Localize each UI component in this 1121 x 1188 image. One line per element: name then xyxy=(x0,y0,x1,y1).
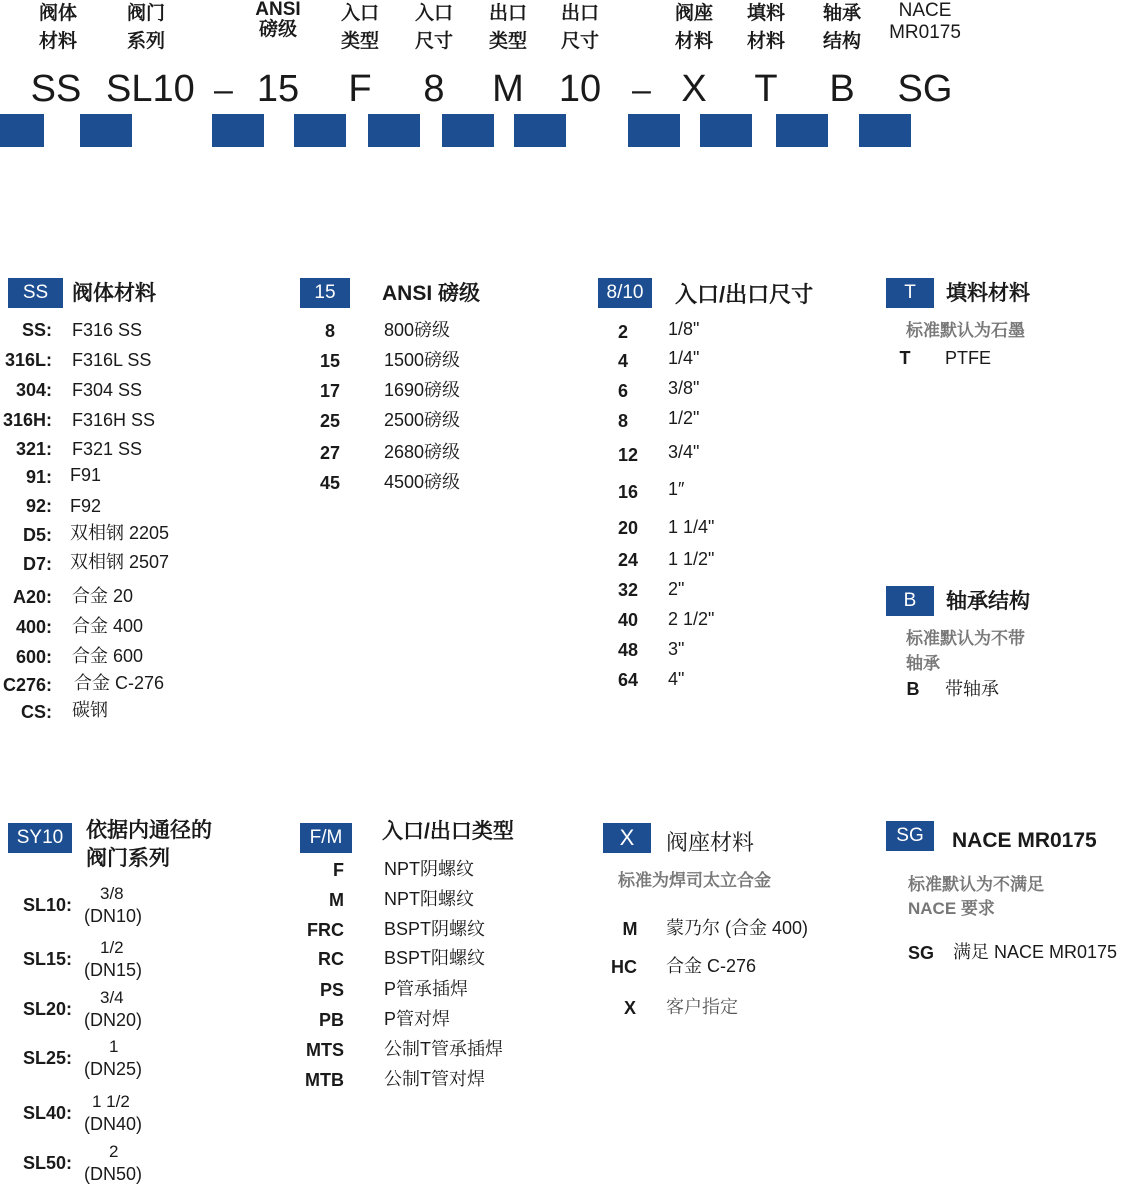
header-label: 入口 xyxy=(340,3,379,24)
header-label: 材料 xyxy=(746,31,785,52)
option-desc: 3" xyxy=(668,639,685,659)
option-desc: 带轴承 xyxy=(945,679,999,699)
option-desc: 1 1/4" xyxy=(668,517,715,537)
header-code: 15 xyxy=(256,68,300,110)
option-desc: F92 xyxy=(70,496,102,516)
header-column-outlet-type xyxy=(468,0,548,110)
separator-dash: – xyxy=(214,71,233,109)
option-code: 2 xyxy=(617,322,628,342)
option-desc: 2680磅级 xyxy=(384,442,461,462)
section-badge: X xyxy=(603,823,651,853)
option-code: M xyxy=(622,919,638,939)
option-code: M xyxy=(329,890,344,910)
header-column-valve-series xyxy=(106,0,195,110)
option-code: SL20: xyxy=(22,999,72,1019)
section-title: 入口/出口类型 xyxy=(382,820,514,843)
option-dn: (DN10) xyxy=(84,906,143,926)
option-dn: (DN20) xyxy=(84,1010,143,1030)
section-badge: F/M xyxy=(300,823,352,853)
option-desc: 2500磅级 xyxy=(384,410,461,430)
header-column-inlet-size xyxy=(394,0,474,110)
separator-dash: – xyxy=(632,71,651,109)
header-column-bearing-structure xyxy=(802,0,882,110)
option-code: SL40: xyxy=(22,1103,72,1123)
option-size: 1 1/2 xyxy=(92,1092,130,1111)
option-desc: 满足 NACE MR0175 xyxy=(953,942,1118,962)
section-title: 阀体材料 xyxy=(72,282,156,305)
option-code: SG xyxy=(907,943,934,963)
default-note: 标准默认为不带 xyxy=(906,629,1025,648)
header-label: 材料 xyxy=(38,31,77,52)
default-note: 标准默认为不满足 xyxy=(908,875,1044,894)
option-code: 600: xyxy=(15,647,52,667)
option-code: B xyxy=(906,679,920,699)
header-code: F xyxy=(348,68,372,110)
option-desc: F316 SS xyxy=(72,320,143,340)
option-desc: NPT阴螺纹 xyxy=(384,859,474,879)
option-code: FRC xyxy=(307,920,344,940)
section-badge: SS xyxy=(8,278,63,308)
option-size: 2 xyxy=(109,1142,119,1161)
option-desc: 1/8" xyxy=(668,319,700,339)
option-dn: (DN15) xyxy=(84,960,143,980)
header-code: X xyxy=(681,68,707,110)
option-code: A20: xyxy=(12,587,52,607)
section-badge: 8/10 xyxy=(598,278,652,308)
option-desc: P管对焊 xyxy=(384,1009,451,1029)
option-desc: 合金 600 xyxy=(72,646,144,666)
option-desc: 合金 C-276 xyxy=(666,956,757,976)
option-code: 24 xyxy=(617,550,639,570)
option-code: 40 xyxy=(617,610,639,630)
option-code: D7: xyxy=(22,554,52,574)
header-label: 类型 xyxy=(340,31,379,52)
header-label: 入口 xyxy=(414,3,453,24)
default-note: 标准为焊司太立合金 xyxy=(618,871,771,890)
header-column-body-material xyxy=(18,0,98,110)
option-size: 3/4 xyxy=(100,988,124,1007)
header-label: 阀门 xyxy=(126,3,165,24)
header-code: SG xyxy=(897,68,953,110)
section-badge: T xyxy=(886,278,934,308)
option-desc: F316L SS xyxy=(72,350,152,370)
option-code: 400: xyxy=(15,617,52,637)
header-column-ansi-class xyxy=(238,0,318,110)
option-dn: (DN50) xyxy=(84,1164,143,1184)
option-code: T xyxy=(899,348,911,368)
default-note: 轴承 xyxy=(906,654,940,673)
header-column-packing-material xyxy=(726,0,806,110)
option-code: 45 xyxy=(319,473,341,493)
option-code: 304: xyxy=(15,380,52,400)
option-code: SL50: xyxy=(22,1153,72,1173)
option-desc: 双相钢 2507 xyxy=(70,552,170,572)
option-size: 3/8 xyxy=(100,884,124,903)
option-desc: 合金 400 xyxy=(72,616,144,636)
section-title: ANSI 磅级 xyxy=(382,282,481,305)
code-box xyxy=(212,114,264,147)
option-desc: 1500磅级 xyxy=(384,350,461,370)
option-desc: 客户指定 xyxy=(666,997,738,1017)
header-code: 10 xyxy=(558,68,602,110)
option-code: PB xyxy=(318,1010,344,1030)
option-code: SL25: xyxy=(22,1048,72,1068)
section-badge: B xyxy=(886,586,934,616)
option-desc: 3/8" xyxy=(668,378,700,398)
option-code: SL15: xyxy=(22,949,72,969)
option-desc: 2" xyxy=(668,579,685,599)
header-label: 阀座 xyxy=(674,3,713,24)
option-code: 8 xyxy=(324,321,335,341)
header-code: SL10 xyxy=(106,68,195,110)
option-desc: 双相钢 2205 xyxy=(70,523,170,543)
option-code: D5: xyxy=(22,525,52,545)
header-label: 填料 xyxy=(746,3,785,24)
option-desc: 1″ xyxy=(668,479,685,499)
section-badge: SG xyxy=(886,821,934,851)
option-desc: 1/2" xyxy=(668,408,700,428)
option-dn: (DN25) xyxy=(84,1059,143,1079)
code-box xyxy=(0,114,44,147)
option-desc: BSPT阳螺纹 xyxy=(384,948,486,968)
code-box xyxy=(776,114,828,147)
section-title: 轴承结构 xyxy=(946,590,1030,613)
code-box xyxy=(294,114,346,147)
option-desc: 4" xyxy=(668,669,685,689)
section-title: 入口/出口尺寸 xyxy=(675,282,814,307)
header-label: 结构 xyxy=(822,31,861,52)
option-size: 1 xyxy=(109,1037,119,1056)
option-code: 25 xyxy=(319,411,341,431)
header-label: NACE xyxy=(898,0,952,21)
section-badge: 15 xyxy=(300,278,350,308)
option-code: 316H: xyxy=(2,410,52,430)
header-label: 尺寸 xyxy=(560,31,599,52)
option-code: MTB xyxy=(305,1070,344,1090)
code-box xyxy=(628,114,680,147)
section-badge: SY10 xyxy=(8,823,72,853)
option-desc: F316H SS xyxy=(72,410,156,430)
option-desc: 公制T管对焊 xyxy=(384,1069,485,1089)
option-code: 4 xyxy=(617,351,628,371)
option-desc: 2 1/2" xyxy=(668,609,715,629)
option-code: HC xyxy=(611,957,637,977)
option-code: 91: xyxy=(25,467,52,487)
code-box xyxy=(700,114,752,147)
option-desc: 1690磅级 xyxy=(384,380,461,400)
option-code: 48 xyxy=(617,640,639,660)
option-code: 20 xyxy=(617,518,639,538)
option-desc: 蒙乃尔 (合金 400) xyxy=(666,918,809,938)
option-code: CS: xyxy=(21,702,52,722)
header-code: B xyxy=(829,68,855,110)
option-code: 32 xyxy=(617,580,639,600)
option-code: 15 xyxy=(319,351,341,371)
header-label: 尺寸 xyxy=(414,31,453,52)
option-code: RC xyxy=(318,949,344,969)
option-code: 64 xyxy=(617,670,639,690)
option-desc: F91 xyxy=(70,465,102,485)
option-code: 8 xyxy=(617,411,628,431)
option-code: 27 xyxy=(319,443,341,463)
header-code: M xyxy=(492,68,524,110)
option-desc: 碳钢 xyxy=(72,700,108,720)
option-code: 92: xyxy=(25,496,52,516)
section-title: 阀门系列 xyxy=(86,847,170,870)
header-label: ANSI xyxy=(255,0,301,20)
option-code: 6 xyxy=(617,381,628,401)
header-label: 类型 xyxy=(488,31,527,52)
option-desc: F321 SS xyxy=(72,439,143,459)
option-code: 16 xyxy=(617,482,639,502)
option-code: PS xyxy=(319,980,344,1000)
option-code: MTS xyxy=(306,1040,344,1060)
option-code: 316L: xyxy=(4,350,52,370)
option-desc: 合金 20 xyxy=(72,586,134,606)
option-desc: BSPT阴螺纹 xyxy=(384,919,486,939)
code-box xyxy=(859,114,911,147)
header-column-nace xyxy=(885,0,965,110)
option-desc: 800磅级 xyxy=(384,320,451,340)
code-box xyxy=(514,114,566,147)
header-column-seat-material xyxy=(654,0,734,110)
default-note: 标准默认为石墨 xyxy=(906,321,1025,340)
option-desc: 公制T管承插焊 xyxy=(384,1039,503,1059)
option-desc: 合金 C-276 xyxy=(74,673,165,693)
code-box xyxy=(442,114,494,147)
header-code: 8 xyxy=(423,68,445,110)
header-label: 磅级 xyxy=(258,19,297,40)
header-column-outlet-size xyxy=(540,0,620,110)
header-column-inlet-type xyxy=(320,0,400,110)
header-label: 出口 xyxy=(560,3,599,24)
header-label: 材料 xyxy=(674,31,713,52)
option-desc: 3/4" xyxy=(668,442,700,462)
option-code: X xyxy=(623,998,636,1018)
option-code: F xyxy=(333,860,344,880)
default-note: NACE 要求 xyxy=(908,899,995,918)
option-code: 17 xyxy=(319,381,341,401)
option-code: C276: xyxy=(2,675,52,695)
option-code: 12 xyxy=(617,445,639,465)
option-desc: 4500磅级 xyxy=(384,472,461,492)
option-desc: 1 1/2" xyxy=(668,549,715,569)
code-box xyxy=(80,114,132,147)
option-desc: PTFE xyxy=(945,348,992,368)
header-label: 系列 xyxy=(126,31,165,52)
section-title: 依据内通径的 xyxy=(86,819,212,842)
header-code: SS xyxy=(30,68,82,110)
header-label: 阀体 xyxy=(38,3,77,24)
option-desc: 1/4" xyxy=(668,348,700,368)
header-code: T xyxy=(754,68,778,110)
header-label: 轴承 xyxy=(822,3,861,24)
option-desc: P管承插焊 xyxy=(384,979,469,999)
section-title: NACE MR0175 xyxy=(952,829,1097,852)
option-size: 1/2 xyxy=(100,938,124,957)
option-code: 321: xyxy=(15,439,52,459)
option-desc: NPT阳螺纹 xyxy=(384,889,474,909)
option-code: SL10: xyxy=(22,895,72,915)
option-desc: F304 SS xyxy=(72,380,143,400)
section-title: 阀座材料 xyxy=(666,830,755,855)
option-code: SS: xyxy=(21,320,52,340)
header-label: MR0175 xyxy=(889,22,961,43)
section-title: 填料材料 xyxy=(946,282,1030,305)
option-dn: (DN40) xyxy=(84,1114,143,1134)
code-box xyxy=(368,114,420,147)
header-label: 出口 xyxy=(488,3,527,24)
